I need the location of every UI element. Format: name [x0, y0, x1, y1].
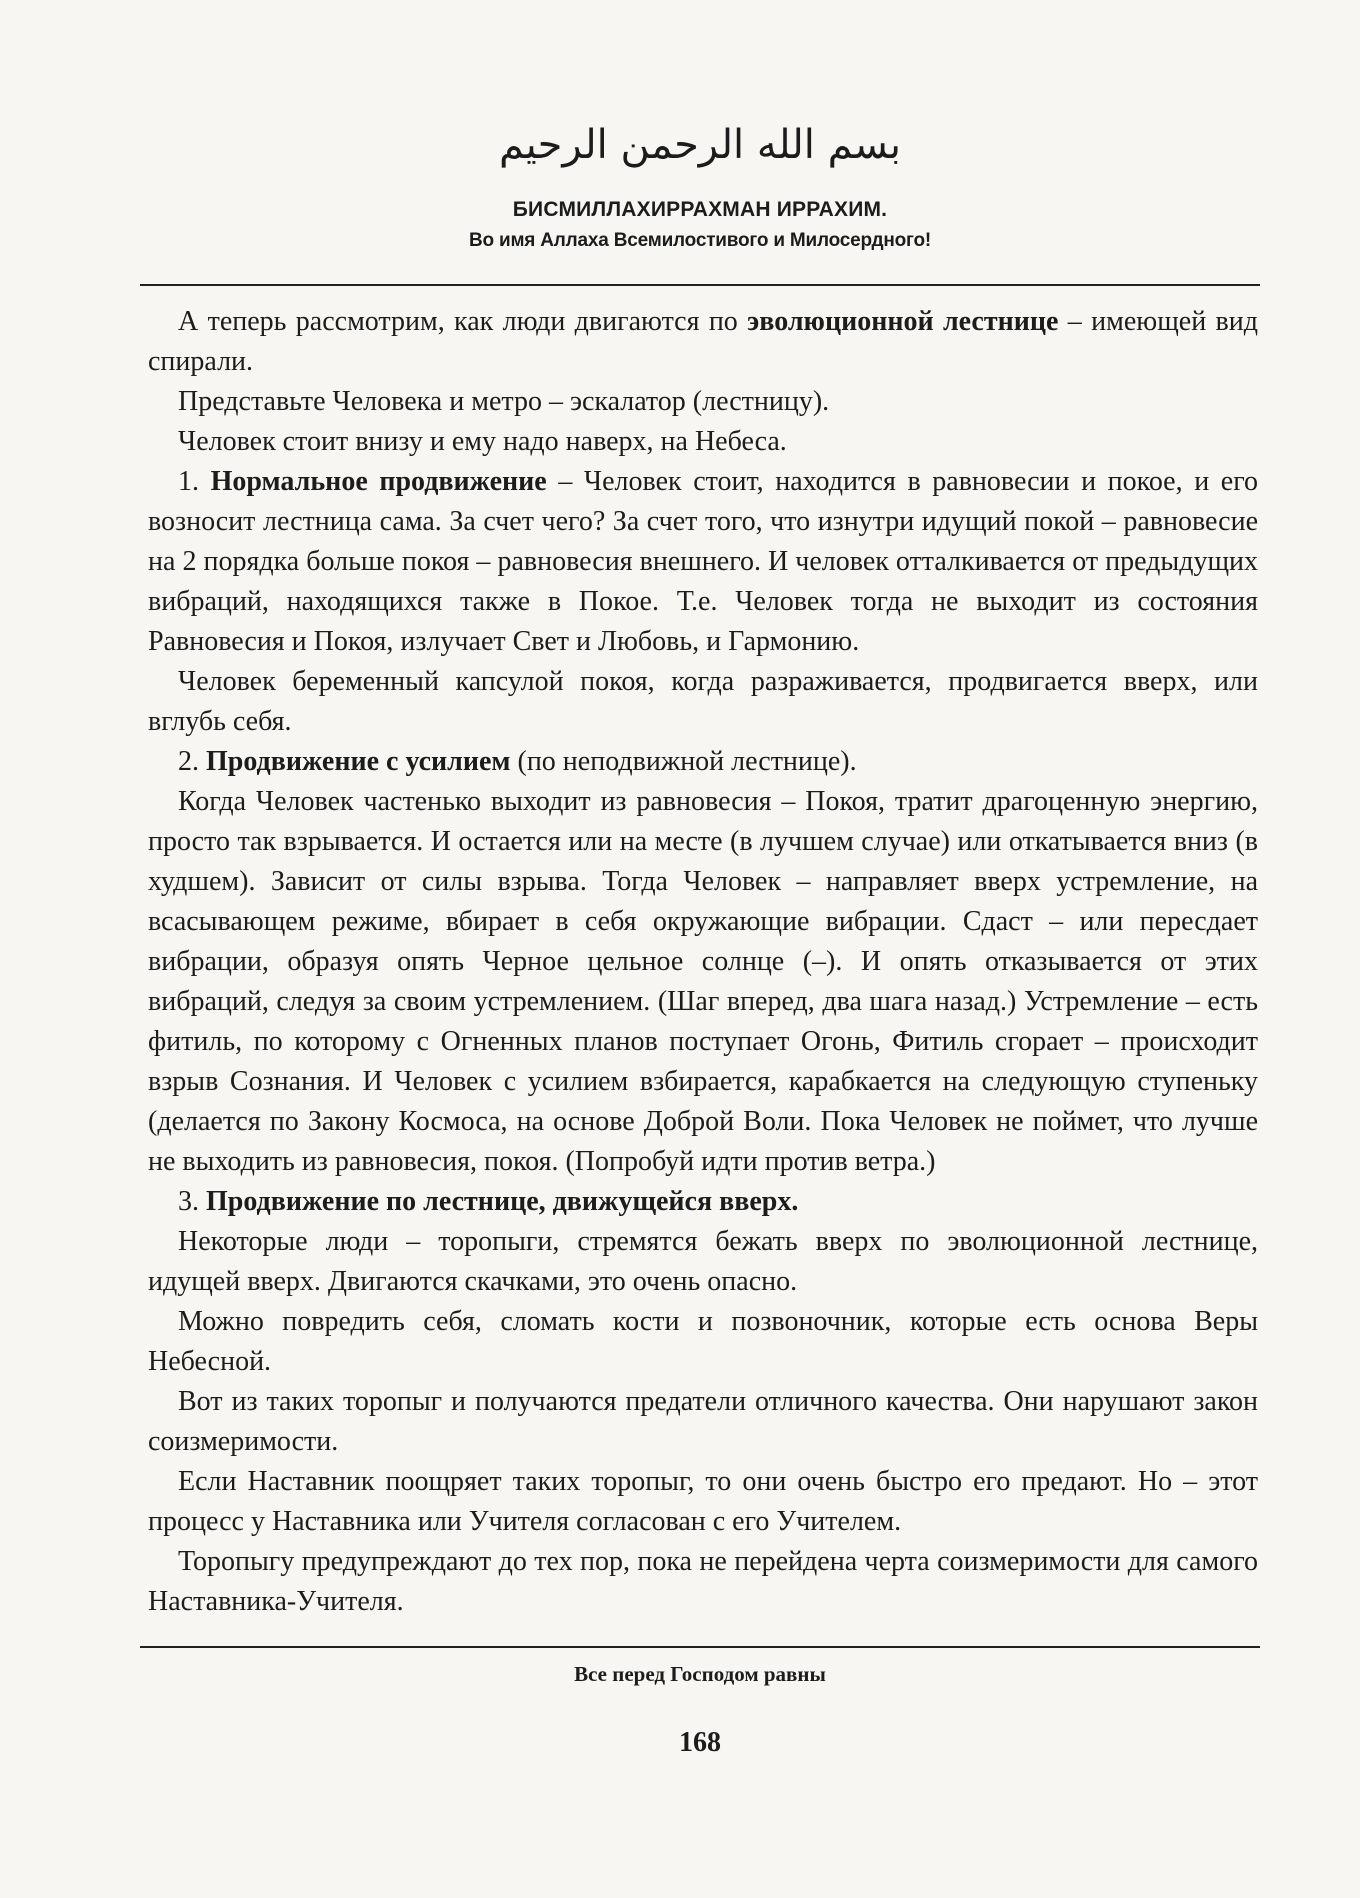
paragraph: Вот из таких торопыг и получаются предатели отличного качества. Они нарушают закон соизмеримости.	[148, 1386, 1258, 1457]
bold-term: Продвижение по лестнице, движущейся вверх.	[206, 1186, 799, 1217]
calligraphy-text: بسم الله الرحمن الرحيم	[498, 122, 902, 168]
paragraph: Представьте Человека и метро – эскалатор (лестницу).	[178, 386, 830, 417]
paragraph: Можно повредить себя, сломать кости и позвоночник, которые есть основа Веры Небесной.	[148, 1306, 1258, 1377]
paragraph: 2. Продвижение с усилием (по неподвижной лестнице).	[178, 746, 857, 777]
paragraph: 3. Продвижение по лестнице, движущейся вверх.	[178, 1186, 799, 1217]
paragraph: Когда Человек частенько выходит из равновесия – Покоя, тратит драгоценную энергию, просто так взрывается. И остается или на месте (в лучшем случае) или откатывается вниз (в худшем). Зависит от силы взрыва. Тогда Человек – направляет вверх устремление, на всасывающем режиме, вбирает в себя окружающие вибрации. Сдаст – или пересдает вибрации, образуя опять Черное цельное солнце (–). И опять отказывается от этих вибраций, следуя за своим устремлением. (Шаг вперед, два шага назад.) Устремление – есть фитиль, по которому с Огненных планов поступает Огонь, Фитиль сгорает – происходит взрыв Сознания. И Человек с усилием взбирается, карабкается на следующую ступеньку (делается по Закону Космоса, на основе Доброй Воли. Пока Человек не поймет, что лучше не выходить из равновесия, покоя. (Попробуй идти против ветра.)	[148, 786, 1258, 1177]
paragraph: Человек беременный капсулой покоя, когда разраживается, продвигается вверх, или вглубь себя.	[148, 666, 1258, 737]
page-body	[148, 302, 1258, 1622]
page-subtitle: Во имя Аллаха Всемилостивого и Милосердного!	[468, 230, 932, 251]
page-header	[140, 100, 1260, 252]
paragraph: Если Наставник поощряет таких торопыг, то они очень быстро его предают. Но – этот процесс у Наставника или Учителя согласован с его Учителем.	[148, 1466, 1258, 1537]
paragraph: Торопыгу предупреждают до тех пор, пока не перейдена черта соизмеримости для самого Наставника-Учителя.	[148, 1546, 1258, 1617]
bold-term: Нормальное продвижение	[210, 466, 547, 497]
arabic-calligraphy	[498, 100, 902, 190]
footer-divider	[140, 1646, 1260, 1648]
page-title: БИСМИЛЛАХИРРАХМАН ИРРАХИМ.	[512, 198, 888, 221]
paragraph: Человек стоит внизу и ему надо наверх, на Небеса.	[178, 426, 787, 457]
paragraph: 1. Нормальное продвижение – Человек стоит, находится в равновесии и покое, и его возносит лестница сама. За счет чего? За счет того, что изнутри идущий покой – равновесие на 2 порядка больше покоя – равновесия внешнего. И человек отталкивается от предыдущих вибраций, находящихся также в Покое. Т.е. Человек тогда не выходит из состояния Равновесия и Покоя, излучает Свет и Любовь, и Гармонию.	[148, 466, 1258, 657]
running-footer: Все перед Господом равны	[574, 1662, 826, 1686]
paragraph: А теперь рассмотрим, как люди двигаются по эволюционной лестнице – имеющей вид спирали.	[148, 306, 1258, 377]
bold-term: эволюционной лестнице	[747, 306, 1059, 337]
paragraph: Некоторые люди – торопыги, стремятся бежать вверх по эволюционной лестнице, идущей вверх. Двигаются скачками, это очень опасно.	[148, 1226, 1258, 1297]
page-number: 168	[679, 1727, 721, 1758]
bold-term: Продвижение с усилием	[206, 746, 511, 777]
header-divider	[140, 284, 1260, 286]
